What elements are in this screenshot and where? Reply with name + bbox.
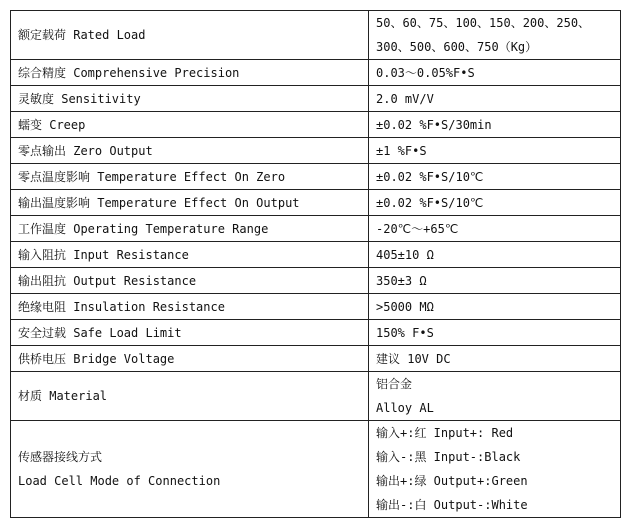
value-cell	[369, 86, 621, 112]
value-text: 405±10 Ω	[376, 247, 434, 262]
specification-table	[10, 10, 621, 518]
param-cell	[11, 242, 369, 268]
value-text: 输入-:黑 Input-:Black	[376, 450, 521, 464]
table-row	[11, 242, 621, 268]
value-cell	[369, 164, 621, 190]
table-row	[11, 86, 621, 112]
param-text: 额定载荷 Rated Load	[18, 28, 146, 42]
value-text: ±0.02 %F•S/10℃	[376, 169, 484, 184]
value-cell	[369, 294, 621, 320]
value-text: 350±3 Ω	[376, 273, 427, 288]
value-text: 建议 10V DC	[376, 351, 451, 366]
value-text: ±1 %F•S	[376, 143, 427, 158]
param-text: 传感器接线方式	[18, 450, 103, 464]
param-cell	[11, 164, 369, 190]
value-text: >5000 MΩ	[376, 299, 434, 314]
param-cell	[11, 268, 369, 294]
value-cell	[369, 242, 621, 268]
value-cell	[369, 372, 621, 421]
value-cell	[369, 421, 621, 518]
param-text: 灵敏度 Sensitivity	[18, 91, 141, 106]
param-text: 零点温度影响 Temperature Effect On Zero	[18, 169, 286, 184]
table-row	[11, 346, 621, 372]
value-text: 0.03～0.05%F•S	[376, 65, 475, 80]
table-row	[11, 190, 621, 216]
table-row	[11, 138, 621, 164]
value-text: 150% F•S	[376, 325, 434, 340]
param-cell	[11, 294, 369, 320]
value-text: 2.0 mV/V	[376, 91, 434, 106]
param-cell	[11, 112, 369, 138]
param-text: 输入阻抗 Input Resistance	[18, 247, 189, 262]
table-row	[11, 421, 621, 518]
value-cell	[369, 190, 621, 216]
table-row	[11, 320, 621, 346]
param-cell	[11, 216, 369, 242]
param-text: 零点输出 Zero Output	[18, 143, 153, 158]
param-cell	[11, 190, 369, 216]
param-text: 输出温度影响 Temperature Effect On Output	[18, 195, 300, 210]
value-text: 300、500、600、750（Kg）	[376, 40, 538, 54]
value-cell	[369, 320, 621, 346]
value-cell	[369, 60, 621, 86]
table-row	[11, 268, 621, 294]
value-text: 输出+:绿 Output+:Green	[376, 474, 528, 488]
param-text: 供桥电压 Bridge Voltage	[18, 351, 175, 366]
table-row	[11, 294, 621, 320]
param-cell	[11, 372, 369, 421]
param-cell	[11, 346, 369, 372]
param-text: 材质 Material	[18, 389, 108, 403]
param-text: 工作温度 Operating Temperature Range	[18, 221, 269, 236]
param-text: Load Cell Mode of Connection	[18, 474, 221, 488]
param-cell	[11, 138, 369, 164]
value-text: ±0.02 %F•S/30min	[376, 117, 492, 132]
param-cell	[11, 86, 369, 112]
param-cell	[11, 60, 369, 86]
value-text: 输入+:红 Input+: Red	[376, 426, 514, 440]
table-row	[11, 11, 621, 60]
param-text: 输出阻抗 Output Resistance	[18, 273, 197, 288]
value-text: 输出-:白 Output-:White	[376, 498, 528, 512]
table-row	[11, 372, 621, 421]
table-row	[11, 164, 621, 190]
value-cell	[369, 216, 621, 242]
param-cell	[11, 11, 369, 60]
param-text: 安全过载 Safe Load Limit	[18, 325, 182, 340]
value-text: Alloy AL	[376, 401, 434, 415]
param-cell	[11, 320, 369, 346]
value-text: 50、60、75、100、150、200、250、	[376, 16, 591, 30]
param-cell	[11, 421, 369, 518]
value-cell	[369, 268, 621, 294]
value-text: -20℃～+65℃	[376, 221, 459, 236]
value-cell	[369, 11, 621, 60]
param-text: 蠕变 Creep	[18, 117, 86, 132]
table-row	[11, 112, 621, 138]
table-row	[11, 60, 621, 86]
param-text: 综合精度 Comprehensive Precision	[18, 65, 240, 80]
value-cell	[369, 138, 621, 164]
value-cell	[369, 346, 621, 372]
param-text: 绝缘电阻 Insulation Resistance	[18, 299, 225, 314]
value-text: 铝合金	[376, 377, 413, 391]
value-text: ±0.02 %F•S/10℃	[376, 195, 484, 210]
value-cell	[369, 112, 621, 138]
table-row	[11, 216, 621, 242]
